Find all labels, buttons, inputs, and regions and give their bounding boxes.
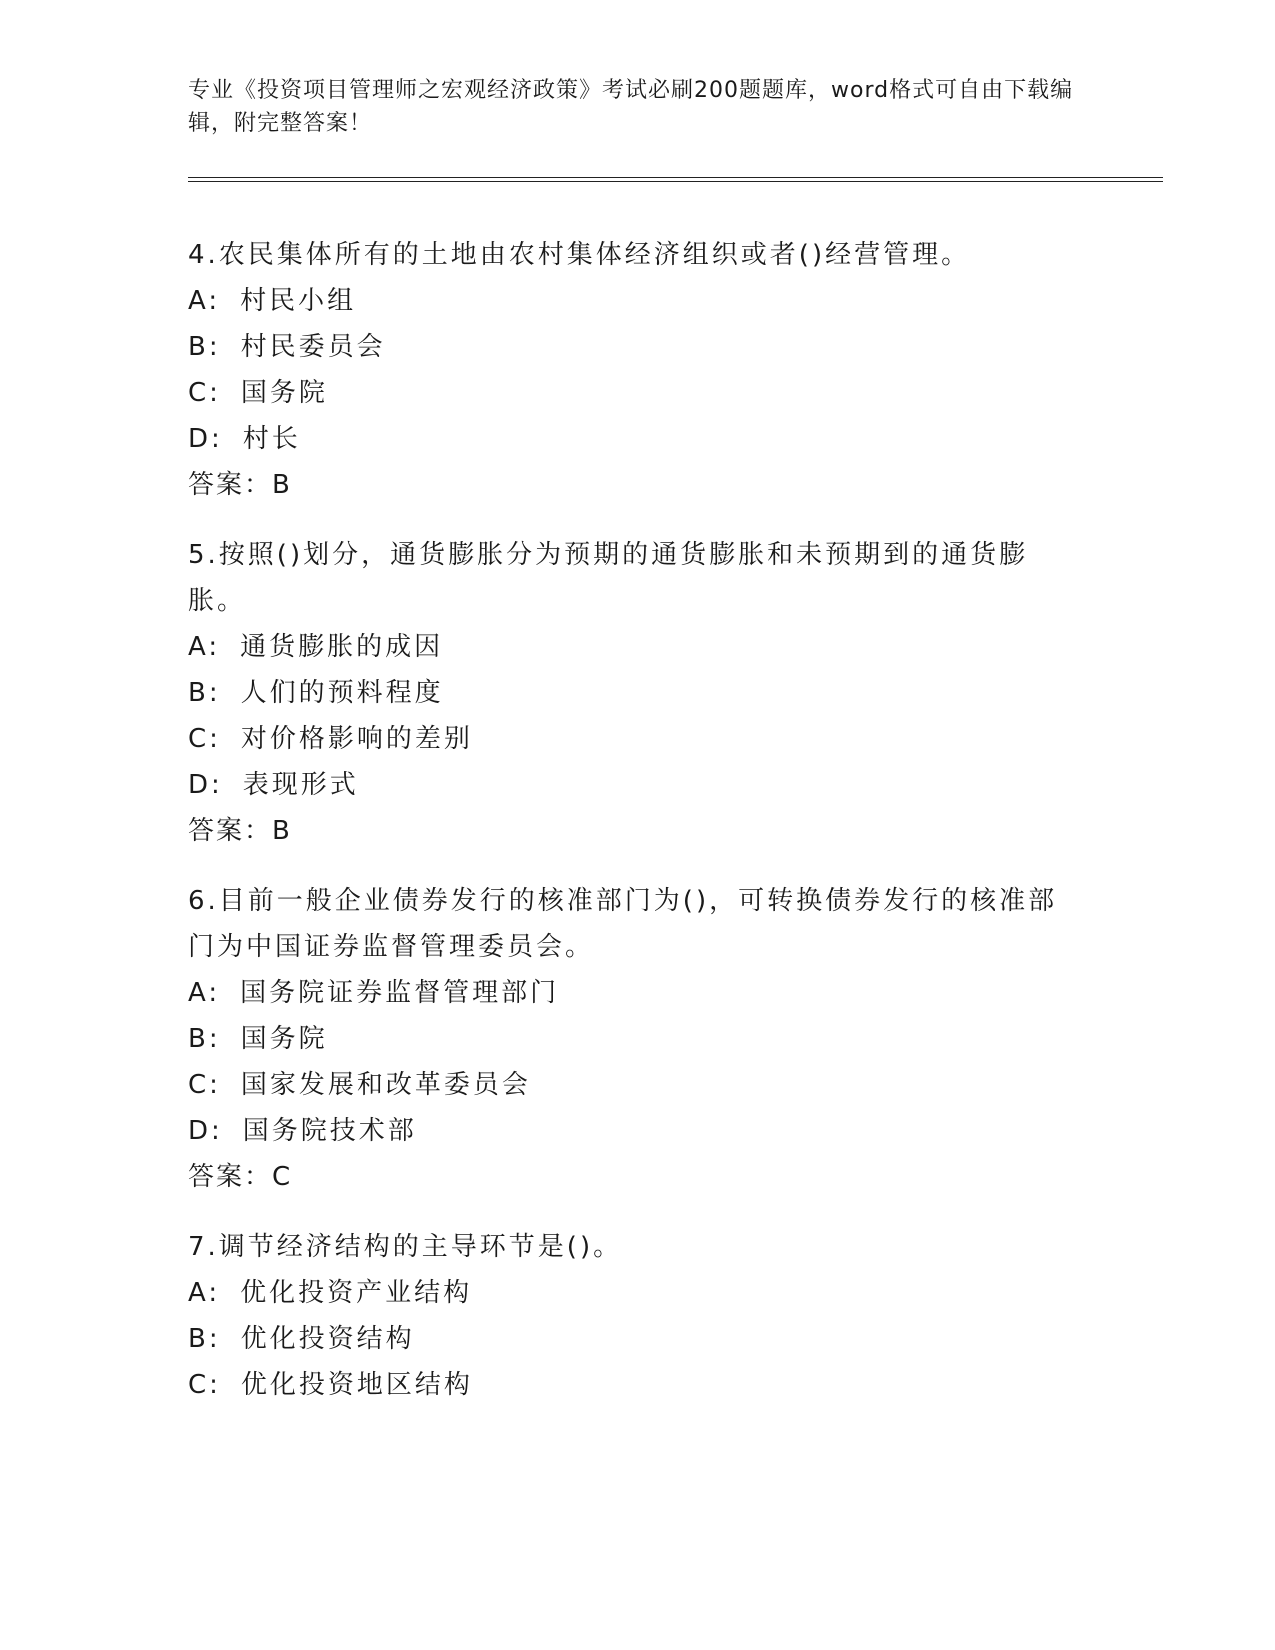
- option-text: 国务院证券监督管理部门: [240, 978, 560, 1008]
- option-letter: D:: [188, 424, 223, 454]
- option-letter: B:: [188, 332, 221, 362]
- option-d: [188, 416, 1078, 462]
- question-text: 6.目前一般企业债券发行的核准部门为()，可转换债券发行的核准部门为中国证券监督管理委员会。: [188, 886, 1058, 962]
- option-text: 优化投资结构: [240, 1324, 415, 1354]
- option-text: 对价格影响的差别: [240, 724, 473, 754]
- option-letter: B:: [188, 1024, 221, 1054]
- option-text: 优化投资产业结构: [240, 1278, 473, 1308]
- document-header: 专业《投资项目管理师之宏观经济政策》考试必刷200题题库，word格式可自由下载编辑，附完整答案！: [188, 78, 1074, 136]
- option-text: 村长: [242, 424, 301, 454]
- question-list: [188, 232, 1078, 1432]
- option-c: [188, 1062, 1078, 1108]
- question-7: [188, 1224, 1078, 1408]
- option-letter: C:: [188, 1070, 221, 1100]
- option-text: 人们的预料程度: [240, 678, 444, 708]
- question-text: 4.农民集体所有的土地由农村集体经济组织或者()经营管理。: [188, 240, 971, 270]
- answer-line: 答案：C: [188, 1162, 293, 1192]
- option-text: 通货膨胀的成因: [240, 632, 444, 662]
- question-text: 7.调节经济结构的主导环节是()。: [188, 1232, 623, 1262]
- answer-line: 答案：B: [188, 470, 292, 500]
- question-6: [188, 878, 1078, 1200]
- option-letter: A:: [188, 978, 221, 1008]
- option-letter: A:: [188, 632, 221, 662]
- option-text: 国务院技术部: [242, 1116, 417, 1146]
- option-a: [188, 278, 1078, 324]
- question-4: [188, 232, 1078, 508]
- option-text: 优化投资地区结构: [240, 1370, 473, 1400]
- option-letter: A:: [188, 286, 221, 316]
- question-5: [188, 532, 1078, 854]
- option-letter: A:: [188, 1278, 221, 1308]
- option-d: [188, 1108, 1078, 1154]
- question-text: 5.按照()划分，通货膨胀分为预期的通货膨胀和未预期到的通货膨胀。: [188, 540, 1029, 616]
- option-letter: C:: [188, 724, 221, 754]
- option-text: 国家发展和改革委员会: [240, 1070, 531, 1100]
- option-b: [188, 670, 1078, 716]
- option-text: 村民委员会: [240, 332, 386, 362]
- answer-line: 答案：B: [188, 816, 292, 846]
- option-a: [188, 1270, 1078, 1316]
- header-divider: [188, 177, 1163, 182]
- option-letter: C:: [188, 1370, 221, 1400]
- option-b: [188, 1016, 1078, 1062]
- option-text: 村民小组: [240, 286, 357, 316]
- option-text: 表现形式: [242, 770, 359, 800]
- option-a: [188, 624, 1078, 670]
- option-c: [188, 716, 1078, 762]
- option-letter: B:: [188, 678, 221, 708]
- option-text: 国务院: [240, 378, 328, 408]
- option-a: [188, 970, 1078, 1016]
- option-b: [188, 324, 1078, 370]
- option-text: 国务院: [240, 1024, 328, 1054]
- option-c: [188, 370, 1078, 416]
- option-c: [188, 1362, 1078, 1408]
- option-b: [188, 1316, 1078, 1362]
- option-letter: B:: [188, 1324, 221, 1354]
- option-letter: D:: [188, 770, 223, 800]
- option-letter: C:: [188, 378, 221, 408]
- option-d: [188, 762, 1078, 808]
- option-letter: D:: [188, 1116, 223, 1146]
